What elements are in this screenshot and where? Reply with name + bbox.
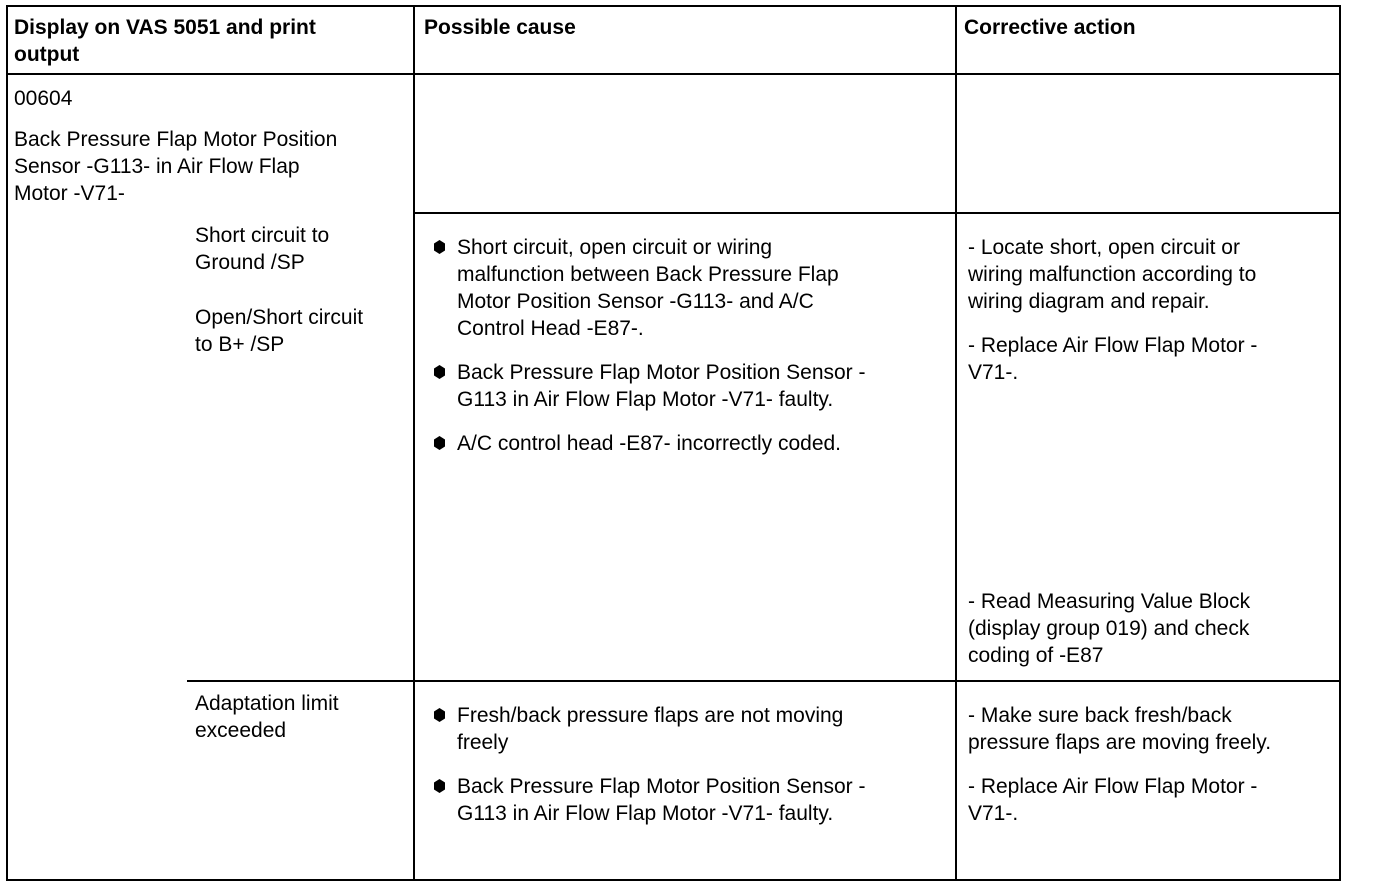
list-item [433, 234, 948, 342]
row-divider-1 [414, 212, 1341, 214]
list-item: - Make sure back fresh/back pressure flaps are moving freely. [968, 704, 1272, 754]
list-item: - Replace Air Flow Flap Motor - V71-. [968, 334, 1258, 384]
actions-list-row-2 [968, 702, 1336, 844]
causes-list-row-1 [433, 234, 948, 474]
header-divider [6, 73, 1341, 75]
bullet-icon [434, 240, 445, 254]
causes-list-row-2 [433, 702, 948, 844]
condition-open-short-to-bplus: Open/Short circuit to B+ /SP [195, 306, 364, 356]
fault-code: 00604 [14, 87, 73, 110]
bullet-icon [434, 779, 445, 793]
cause-text: Back Pressure Flap Motor Position Sensor - G113 in Air Flow Flap Motor -V71- faulty. [457, 361, 866, 411]
cause-text: Short circuit, open circuit or wiring malfunction between Back Pressure Flap Motor Position Sensor -G113- and A/C Control Head -E87-. [457, 236, 839, 340]
list-item [433, 702, 948, 756]
actions-list-row-1 [968, 234, 1336, 403]
action-read-measuring-block: - Read Measuring Value Block (display group 019) and check coding of -E87 [968, 590, 1251, 667]
list-item [433, 430, 948, 457]
header-corrective-action: Corrective action [964, 16, 1136, 39]
cause-text: Back Pressure Flap Motor Position Sensor - G113 in Air Flow Flap Motor -V71- faulty. [457, 775, 866, 825]
header-possible-cause: Possible cause [424, 16, 576, 39]
list-item [433, 773, 948, 827]
condition-adaptation-limit: Adaptation limit exceeded [195, 692, 339, 742]
list-item: - Replace Air Flow Flap Motor - V71-. [968, 775, 1258, 825]
bullet-icon [434, 436, 445, 450]
column-divider-2 [955, 5, 957, 881]
condition-short-to-ground: Short circuit to Ground /SP [195, 224, 330, 274]
bullet-icon [434, 708, 445, 722]
header-display: Display on VAS 5051 and print output [14, 16, 316, 66]
list-item [433, 359, 948, 413]
cause-text: A/C control head -E87- incorrectly coded. [457, 432, 842, 455]
list-item: - Locate short, open circuit or wiring malfunction according to wiring diagram and repair. [968, 236, 1257, 313]
bullet-icon [434, 365, 445, 379]
fault-description: Back Pressure Flap Motor Position Sensor -G113- in Air Flow Flap Motor -V71- [14, 128, 338, 205]
row-divider-2 [187, 680, 1341, 682]
cause-text: Fresh/back pressure flaps are not moving freely [457, 704, 844, 754]
column-divider-1 [413, 5, 415, 881]
